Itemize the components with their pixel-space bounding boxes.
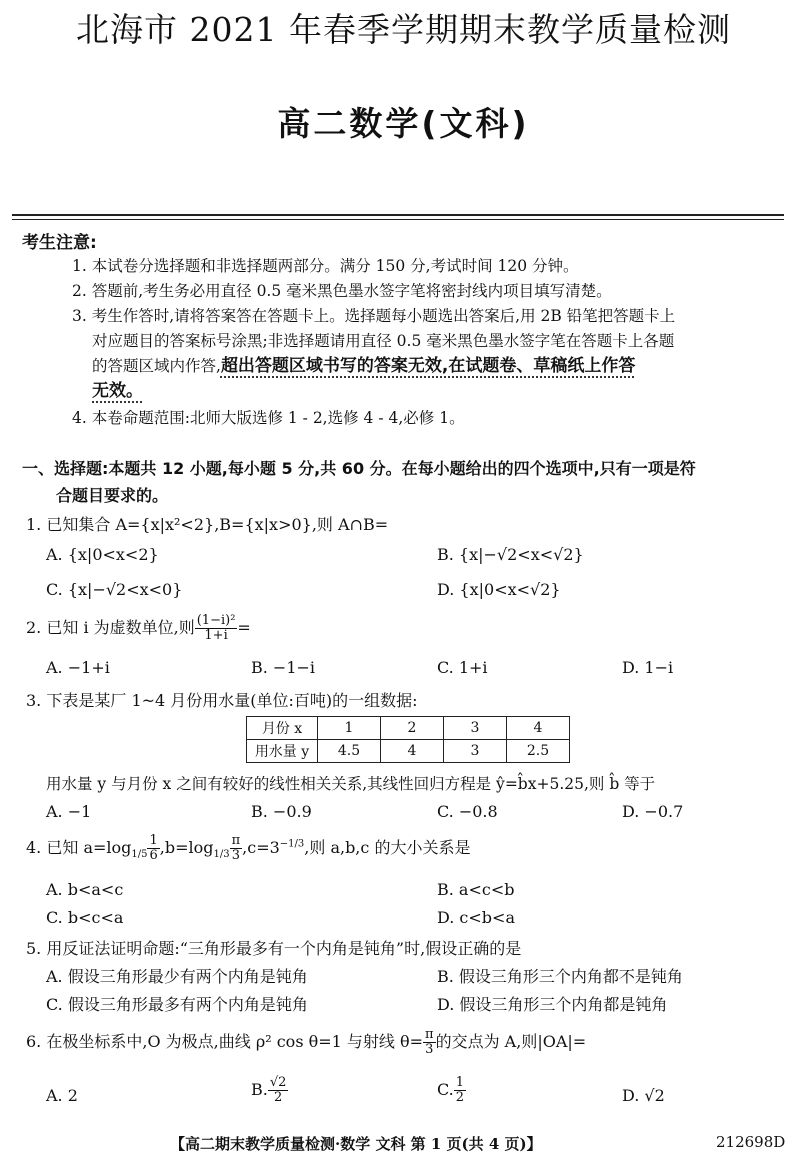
question-4-a-fraction: [147, 834, 159, 863]
question-2-stem: [26, 614, 251, 643]
exam-subtitle: 高二数学(文科): [277, 104, 530, 143]
question-6-option-c: [437, 1076, 466, 1105]
question-2-suffix: =: [237, 618, 251, 637]
question-6-option-c-prefix: C.: [437, 1080, 454, 1099]
question-6-frac-num: π: [425, 1027, 434, 1042]
question-3-followup: 用水量 y 与月份 x 之间有较好的线性相关关系,其线性回归方程是 ŷ=b̂x+5.25,则 b̂ 等于: [46, 775, 656, 793]
question-2-frac-num: (1−i)²: [196, 613, 236, 628]
section-heading-line-1: 一、选择题:本题共 12 小题,每小题 5 分,共 60 分。在每小题给出的四个选项中,只有一项是符: [22, 459, 696, 478]
question-6-option-d: D. √2: [622, 1086, 665, 1105]
question-6-stem: [26, 1028, 586, 1057]
notice-item-3-emphasis-end: 无效。: [92, 381, 143, 401]
notice-item-3-emphasis: 超出答题区域书写的答案无效,在试题卷、草稿纸上作答: [220, 356, 636, 376]
header-rule-thin: [12, 219, 784, 220]
table-cell: 2: [381, 717, 444, 740]
question-6-option-a: A. 2: [46, 1086, 78, 1105]
table-cell: 4: [507, 717, 570, 740]
question-3-option-d: D. −0.7: [622, 802, 684, 821]
question-4-c-part: ,c=3: [242, 838, 280, 857]
question-2-option-b: B. −1−i: [251, 658, 316, 677]
table-row: [247, 717, 570, 740]
section-heading-line-2: 合题目要求的。: [56, 486, 169, 505]
question-4-option-b: B. a<c<b: [437, 880, 515, 899]
table-cell: 2.5: [507, 740, 570, 763]
notice-item-1: 1. 本试卷分选择题和非选择题两部分。满分 150 分,考试时间 120 分钟。: [72, 257, 579, 275]
question-2-frac-den: 1+i: [204, 628, 228, 643]
table-row: [247, 740, 570, 763]
question-6-suffix: 的交点为 A,则|OA|=: [435, 1032, 587, 1051]
question-5-option-b: B. 假设三角形三个内角都不是钝角: [437, 967, 683, 986]
notice-heading: 考生注意:: [22, 233, 97, 253]
question-5-option-d: D. 假设三角形三个内角都是钝角: [437, 995, 668, 1014]
question-4-b-num: π: [231, 833, 241, 848]
question-3-option-a: A. −1: [46, 802, 92, 821]
question-4-suffix: ,则 a,b,c 的大小关系是: [304, 838, 471, 857]
question-2-option-c: C. 1+i: [437, 658, 488, 677]
question-5-stem: 5. 用反证法证明命题:“三角形最多有一个内角是钝角”时,假设正确的是: [26, 939, 522, 958]
table-cell: 3: [444, 740, 507, 763]
notice-item-3-line-4: [92, 379, 143, 404]
page-footer: 【高二期末教学质量检测·数学 文科 第 1 页(共 4 页)】: [170, 1135, 542, 1153]
notice-item-3-line-3: [92, 354, 635, 379]
question-4-b-den: 3: [231, 848, 240, 863]
notice-item-3-line-1: 3. 考生作答时,请将答案答在答题卡上。选择题每小题选出答案后,用 2B 铅笔把答题卡上: [72, 307, 676, 325]
notice-item-3-line-2: 对应题目的答案标号涂黑;非选择题请用直径 0.5 毫米黑色墨水签字笔在答题卡上各题: [92, 332, 675, 350]
question-6-option-b-num: √2: [269, 1075, 287, 1090]
paper-code: 212698D: [716, 1133, 786, 1151]
header-rule: [12, 214, 784, 216]
question-3-option-c: C. −0.8: [437, 802, 498, 821]
question-4-option-a: A. b<a<c: [46, 880, 124, 899]
question-6-option-b-den: 2: [273, 1090, 283, 1105]
exam-title: 北海市 2021 年春季学期期末教学质量检测: [76, 10, 731, 49]
notice-item-4: 4. 本卷命题范围:北师大版选修 1 - 2,选修 4 - 4,必修 1。: [72, 409, 465, 427]
question-6-option-b: [251, 1076, 288, 1105]
question-3-stem: 3. 下表是某厂 1~4 月份用水量(单位:百吨)的一组数据:: [26, 691, 418, 710]
question-6-option-c-num: 1: [455, 1075, 465, 1090]
question-4-stem: [26, 834, 470, 863]
question-6-option-b-prefix: B.: [251, 1080, 268, 1099]
table-cell: 4: [381, 740, 444, 763]
question-1-option-a: A. {x|0<x<2}: [46, 545, 159, 564]
question-6-prefix: 6. 在极坐标系中,O 为极点,曲线 ρ² cos θ=1 与射线 θ=: [26, 1032, 424, 1051]
question-6-option-c-den: 2: [455, 1090, 465, 1105]
question-2-fraction: [195, 614, 238, 643]
section-heading: [22, 455, 696, 509]
question-4-b-part: ,b=log: [159, 838, 214, 857]
question-2-option-a: A. −1+i: [46, 658, 110, 677]
question-4-log-base-a: 1/5: [131, 849, 148, 861]
question-1-option-c: C. {x|−√2<x<0}: [46, 580, 183, 599]
question-1-option-b: B. {x|−√2<x<√2}: [437, 545, 584, 564]
question-1-stem: 1. 已知集合 A={x|x²<2},B={x|x>0},则 A∩B=: [26, 515, 389, 534]
notice-item-2: 2. 答题前,考生务必用直径 0.5 毫米黑色墨水签字笔将密封线内项目填写清楚。: [72, 282, 612, 300]
question-1-option-d: D. {x|0<x<√2}: [437, 580, 561, 599]
question-6-option-b-fraction: [268, 1076, 289, 1105]
table-cell: 3: [444, 717, 507, 740]
question-6-option-c-fraction: [454, 1076, 466, 1105]
table-cell: 用水量 y: [247, 740, 318, 763]
question-4-c-exponent: −1/3: [279, 838, 305, 850]
notice-item-3-plain: 的答题区域内作答,: [92, 357, 221, 375]
table-cell: 1: [318, 717, 381, 740]
question-4-b-fraction: [230, 834, 243, 863]
question-6-frac-den: 3: [425, 1042, 434, 1057]
table-cell: 4.5: [318, 740, 381, 763]
question-4-a-num: 1: [149, 833, 158, 848]
question-2-option-d: D. 1−i: [622, 658, 674, 677]
table-cell: 月份 x: [247, 717, 318, 740]
question-4-a-den: 6: [149, 848, 158, 863]
question-3-option-b: B. −0.9: [251, 802, 312, 821]
question-5-option-c: C. 假设三角形最多有两个内角是钝角: [46, 995, 308, 1014]
question-4-option-c: C. b<c<a: [46, 908, 124, 927]
water-usage-table: [246, 716, 570, 763]
question-5-option-a: A. 假设三角形最少有两个内角是钝角: [46, 967, 308, 986]
question-4-prefix: 4. 已知 a=log: [26, 838, 132, 857]
question-4-option-d: D. c<b<a: [437, 908, 515, 927]
question-4-log-base-b: 1/3: [213, 849, 230, 861]
question-6-fraction: [423, 1028, 436, 1057]
question-2-prefix: 2. 已知 i 为虚数单位,则: [26, 618, 195, 637]
